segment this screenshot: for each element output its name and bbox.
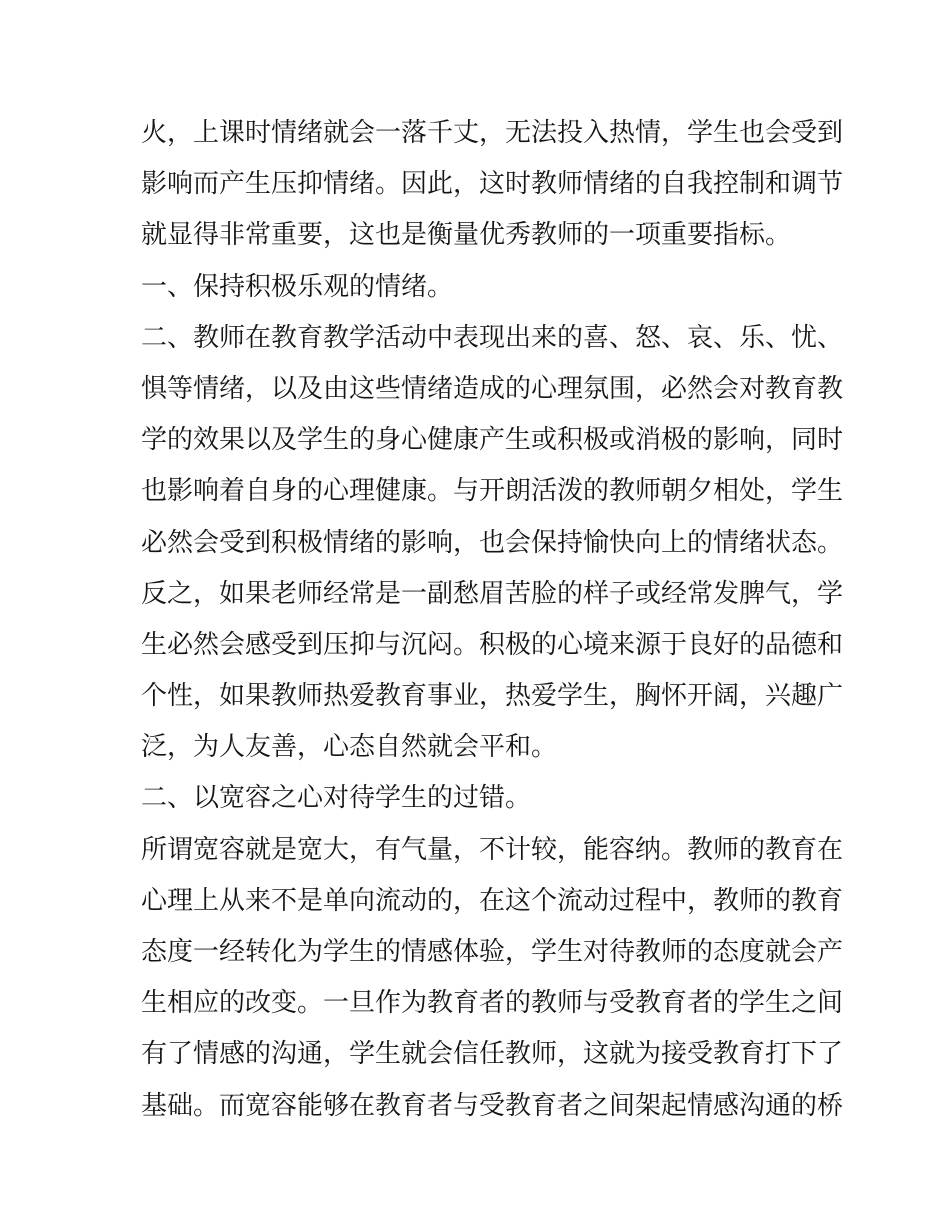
text-line: 基础。而宽容能够在教育者与受教育者之间架起情感沟通的桥: [141, 1090, 844, 1121]
text-line: 生相应的改变。一旦作为教育者的教师与受教育者的学生之间: [141, 988, 844, 1019]
text-line: 有了情感的沟通，学生就会信任教师，这就为接受教育打下了: [141, 1039, 844, 1070]
text-line: 必然会受到积极情绪的影响，也会保持愉快向上的情绪状态。: [141, 527, 844, 558]
text-line: 二、教师在教育教学活动中表现出来的喜、怒、哀、乐、忧、: [141, 322, 844, 353]
text-line: 学的效果以及学生的身心健康产生或积极或消极的影响，同时: [141, 425, 844, 456]
text-line: 态度一经转化为学生的情感体验，学生对待教师的态度就会产: [141, 937, 844, 967]
section-heading: 一、保持积极乐观的情绪。: [141, 271, 454, 302]
text-line: 所谓宽容就是宽大，有气量，不计较，能容纳。教师的教育在: [141, 834, 844, 865]
text-line: 火，上课时情绪就会一落千丈，无法投入热情，学生也会受到: [141, 118, 844, 148]
text-line: 影响而产生压抑情绪。因此，这时教师情绪的自我控制和调节: [141, 169, 844, 200]
text-line: 也影响着自身的心理健康。与开朗活泼的教师朝夕相处，学生: [141, 476, 844, 507]
text-line: 心理上从来不是单向流动的，在这个流动过程中，教师的教育: [141, 885, 844, 916]
text-line: 就显得非常重要，这也是衡量优秀教师的一项重要指标。: [141, 220, 792, 251]
text-line: 泛，为人友善，心态自然就会平和。: [141, 732, 558, 763]
text-line: 个性，如果教师热爱教育事业，热爱学生，胸怀开阔，兴趣广: [141, 681, 844, 712]
section-heading: 二、以宽容之心对待学生的过错。: [141, 783, 532, 814]
text-line: 生必然会感受到压抑与沉闷。积极的心境来源于良好的品德和: [141, 629, 844, 660]
text-line: 惧等情绪，以及由这些情绪造成的心理氛围，必然会对教育教: [141, 373, 844, 404]
text-line: 反之，如果老师经常是一副愁眉苦脸的样子或经常发脾气，学: [141, 578, 844, 609]
body-text: [141, 108, 844, 1132]
